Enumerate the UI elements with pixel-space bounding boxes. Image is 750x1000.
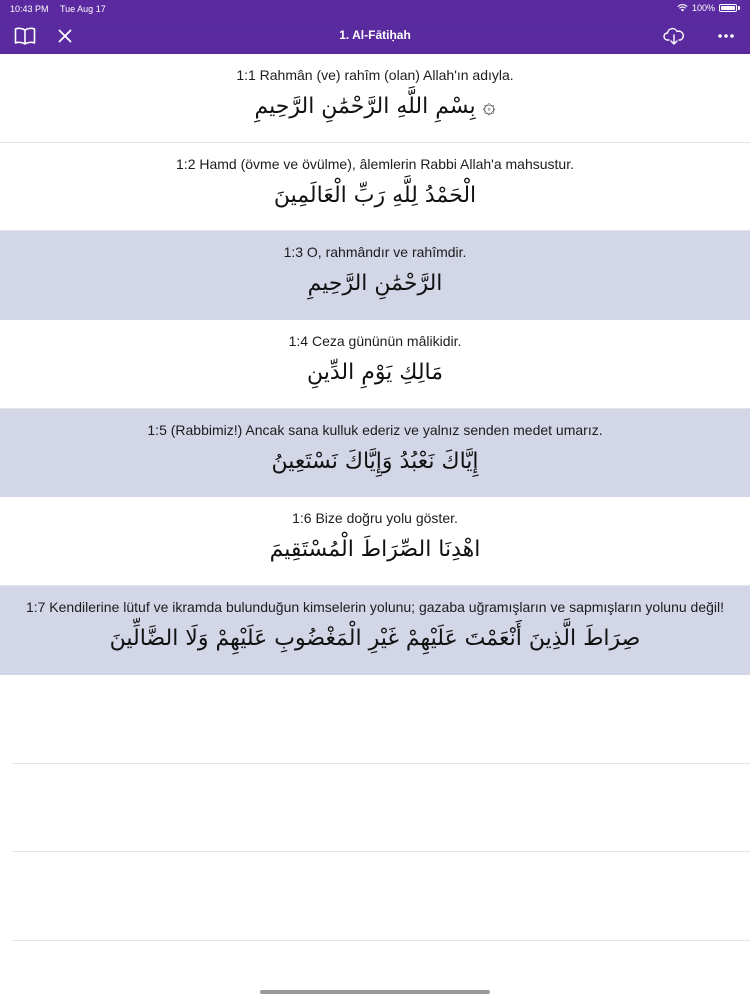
verse-arabic: إِيَّاكَ نَعْبُدُ وَإِيَّاكَ نَسْتَعِينُ: [271, 448, 479, 474]
verse-translation: 1:7 Kendilerine lütuf ve ikramda bulunduğun kimselerin yolunu; gazaba uğramışların ve sapmışların yolunu değil!: [25, 599, 725, 616]
empty-row: [0, 675, 750, 764]
verse-row-1[interactable]: [0, 54, 750, 143]
verse-arabic: مَالِكِ يَوْمِ الدِّينِ: [306, 360, 444, 386]
home-indicator[interactable]: [260, 990, 490, 994]
status-bar: [0, 0, 750, 18]
status-right: [677, 3, 740, 13]
verse-translation: 1:2 Hamd (övme ve övülme), âlemlerin Rabbi Allah'a mahsustur.: [176, 155, 574, 172]
verse-translation: 1:5 (Rabbimiz!) Ancak sana kulluk ederiz ve yalnız senden medet umarız.: [147, 421, 603, 438]
verse-arabic: اهْدِنَا الصِّرَاطَ الْمُسْتَقِيمَ: [269, 537, 481, 563]
verse-row-6[interactable]: [0, 497, 750, 586]
verse-translation: 1:3 O, rahmândır ve rahîmdir.: [283, 244, 467, 261]
battery-tip: [738, 6, 740, 10]
verse-translation: 1:1 Rahmân (ve) rahîm (olan) Allah'ın adıyla.: [236, 67, 514, 83]
battery-icon: [719, 4, 737, 12]
wifi-icon: [677, 4, 688, 12]
nav-row: [0, 18, 750, 54]
verse-row-7[interactable]: [0, 586, 750, 675]
battery-percent: 100%: [691, 3, 715, 13]
verse-row-5[interactable]: [0, 409, 750, 498]
verse-arabic: صِرَاطَ الَّذِينَ أَنْعَمْتَ عَلَيْهِمْ غَيْرِ الْمَغْضُوبِ عَلَيْهِمْ وَلَا الضَّالِّينَ: [109, 626, 641, 652]
more-button[interactable]: [714, 25, 738, 47]
verse-arabic: ۞ بِسْمِ اللَّهِ الرَّحْمَٰنِ الرَّحِيمِ: [254, 94, 496, 119]
page-title: 1. Al-Fātiḥah: [339, 28, 411, 42]
verse-row-3[interactable]: [0, 231, 750, 320]
navigation-bar: [0, 0, 750, 54]
status-time: 10:43 PM: [10, 4, 49, 14]
empty-row: [0, 764, 750, 853]
empty-row: [0, 852, 750, 941]
verse-arabic: الرَّحْمَٰنِ الرَّحِيمِ: [307, 271, 443, 297]
verse-arabic: الْحَمْدُ لِلَّهِ رَبِّ الْعَالَمِينَ: [273, 182, 477, 208]
more-icon: [717, 33, 735, 39]
verse-list: [0, 54, 750, 941]
verse-row-4[interactable]: [0, 320, 750, 409]
verse-row-2[interactable]: [0, 143, 750, 232]
cloud-download-icon: [663, 27, 685, 45]
download-button[interactable]: [662, 25, 686, 47]
status-date: Tue Aug 17: [60, 4, 106, 14]
verse-translation: 1:6 Bize doğru yolu göster.: [292, 510, 458, 527]
row-divider: [12, 940, 750, 941]
verse-translation: 1:4 Ceza gününün mâlikidir.: [288, 333, 462, 350]
